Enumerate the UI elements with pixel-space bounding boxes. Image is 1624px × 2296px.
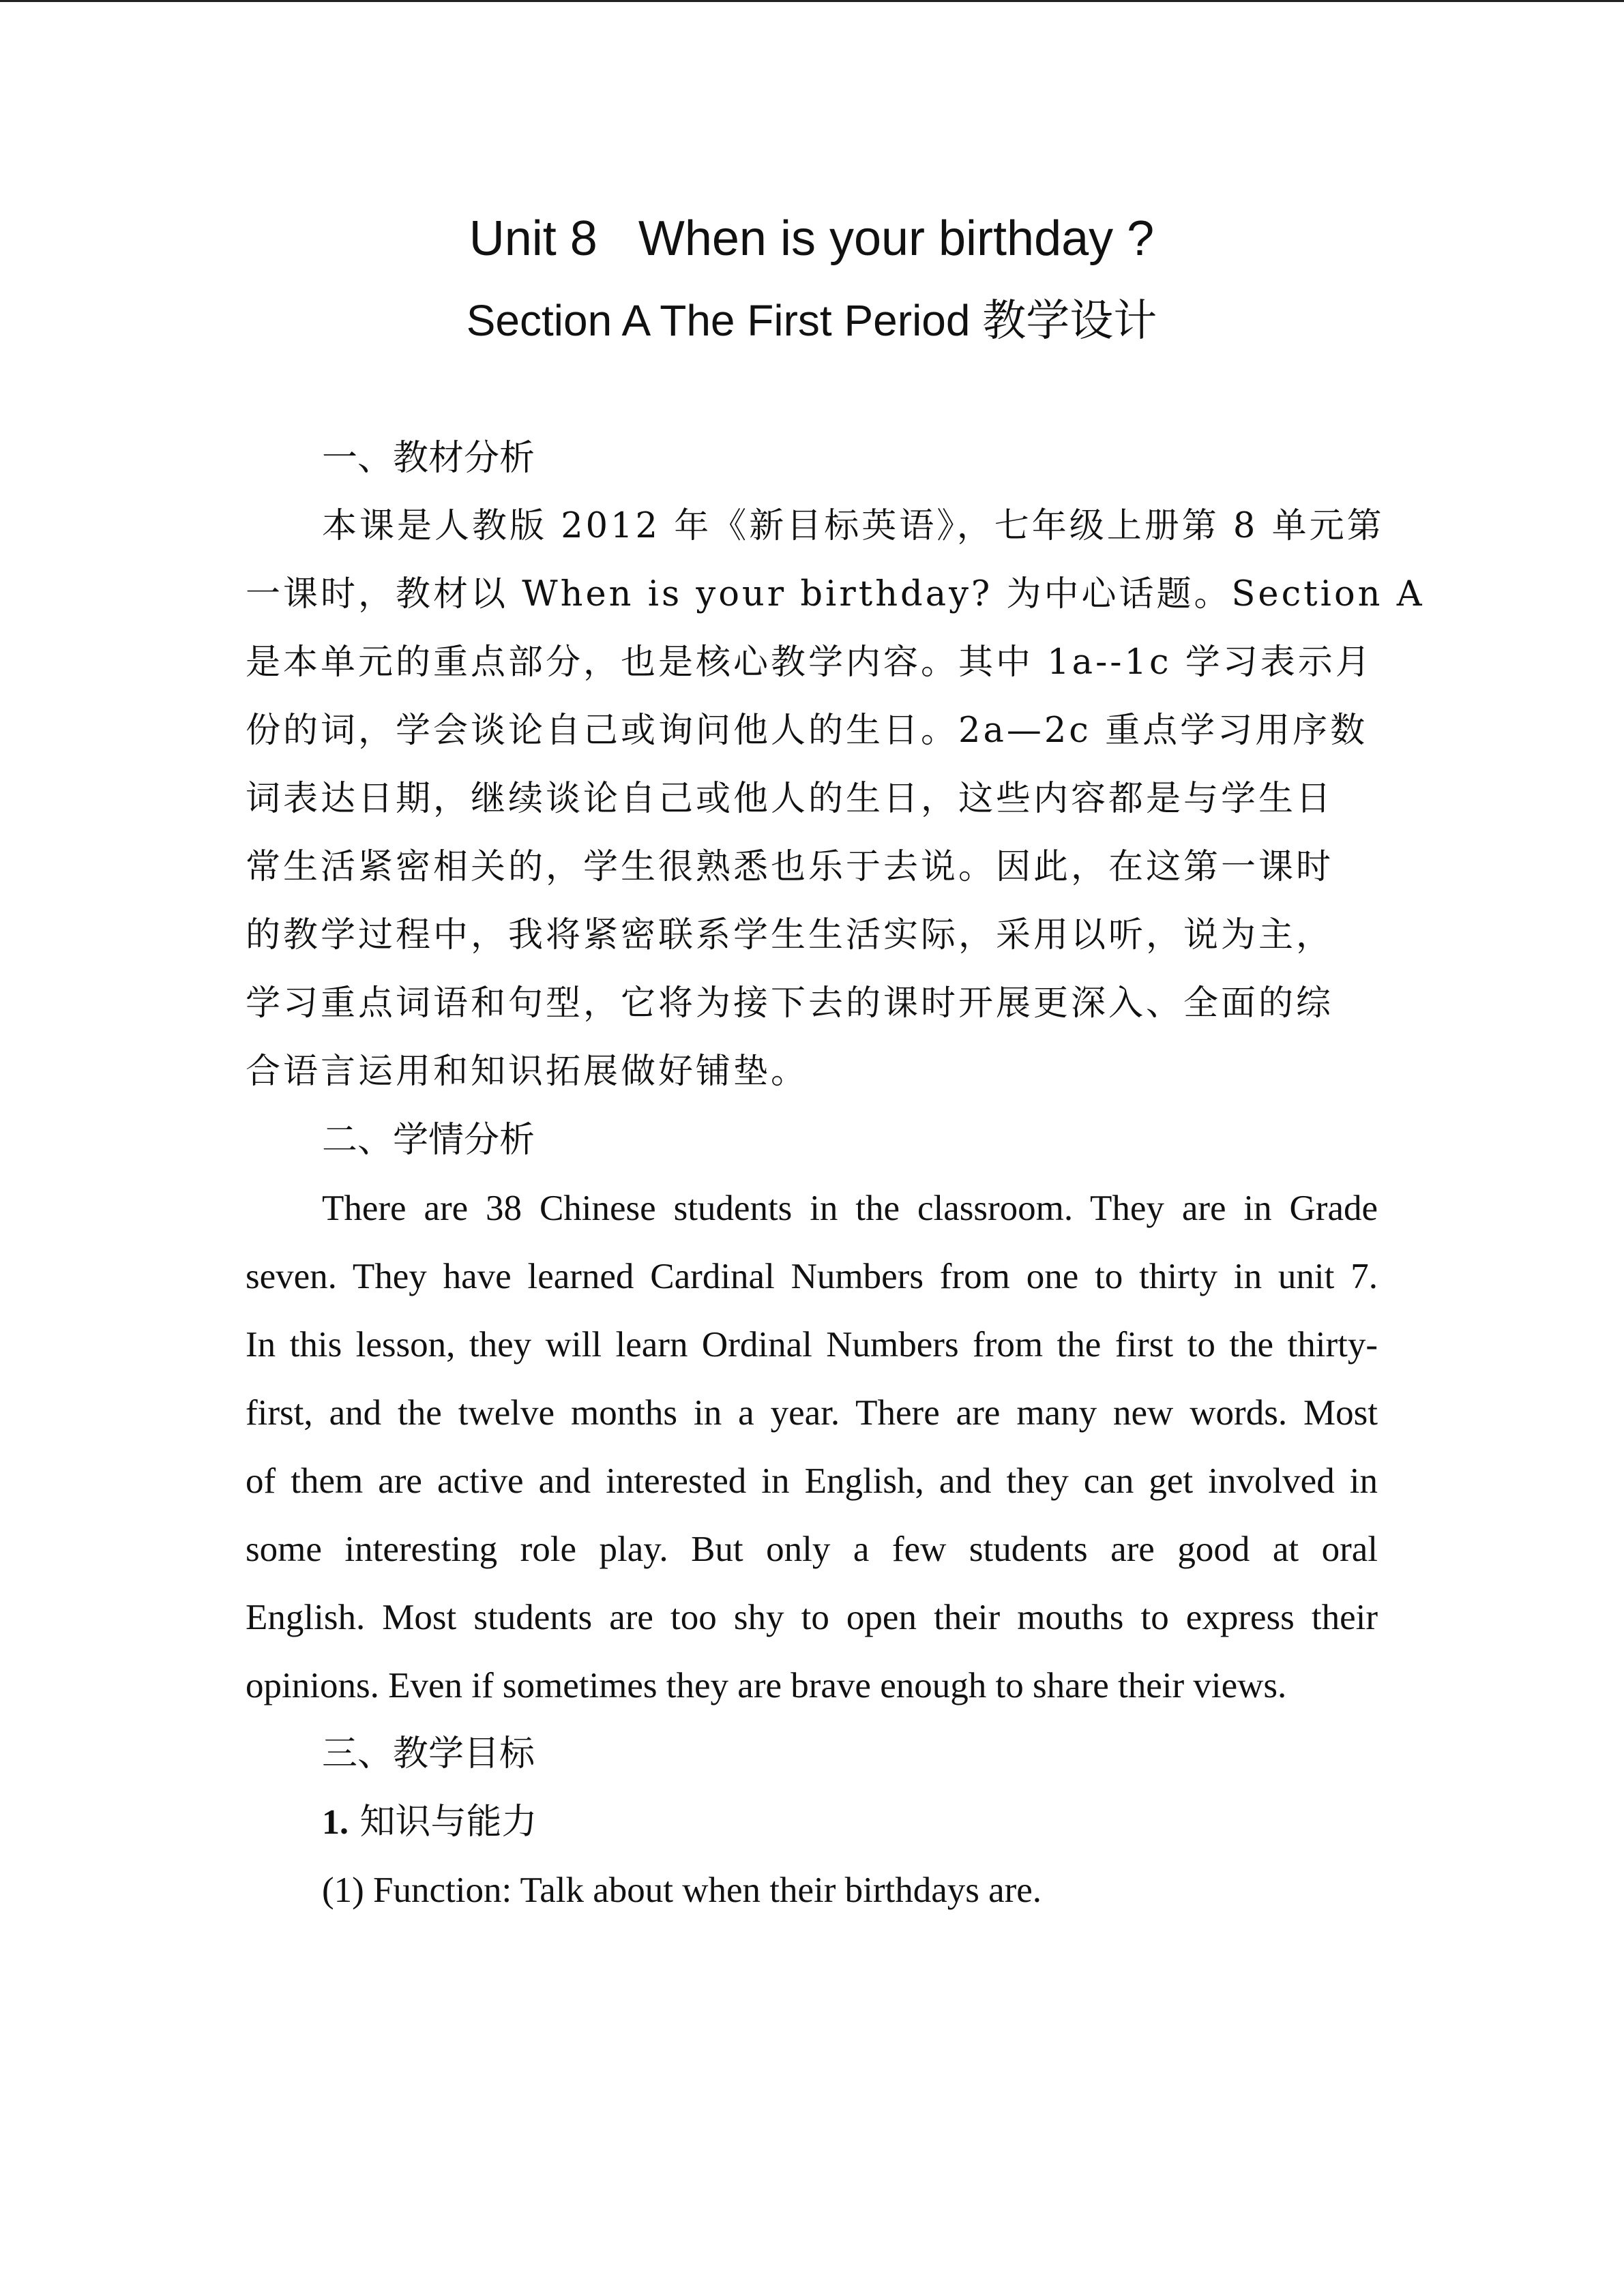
section1-line: 合语言运用和知识拓展做好铺垫。 (246, 1052, 809, 1092)
section3-heading: 三、教学目标 (322, 1733, 535, 1774)
section1-line: 本课是人教版 2012 年《新目标英语》，七年级上册第 8 单元第 (322, 506, 1385, 546)
objective-subheading (322, 1788, 537, 1857)
section2-line: first, and the twelve months in a year. There are many new words. Most (246, 1393, 1378, 1433)
title-question: When is your birthday ? (638, 211, 1155, 266)
section1-line: 是本单元的重点部分，也是核心教学内容。其中 1a--1c 学习表示月 (246, 642, 1373, 683)
section1-line: 份的词，学会谈论自己或询问他人的生日。2a—2c 重点学习用序数 (246, 711, 1368, 751)
section1-line: 常生活紧密相关的，学生很熟悉也乐于去说。因此，在这第一课时 (246, 847, 1334, 887)
objective-number: 1. (322, 1803, 349, 1842)
section1-line: 学习重点词语和句型，它将为接下去的课时开展更深入、全面的综 (246, 983, 1334, 1024)
section2-line: some interesting role play. But only a few students are good at oral (246, 1530, 1378, 1569)
section2-line: of them are active and interested in English, and they can get involved in (246, 1461, 1378, 1501)
page-title (246, 205, 1378, 273)
section1-heading: 一、教材分析 (322, 438, 535, 479)
section2-line: seven. They have learned Cardinal Numbers from one to thirty in unit 7. (246, 1257, 1378, 1296)
section1-line: 的教学过程中，我将紧密联系学生生活实际，采用以听，说为主， (246, 915, 1334, 955)
objective-title: 知识与能力 (359, 1802, 537, 1843)
section1-line: 一课时，教材以 When is your birthday? 为中心话题。Section A (246, 574, 1425, 614)
section2-line: English. Most students are too shy to open their mouths to express their (246, 1598, 1378, 1637)
section2-line: There are 38 Chinese students in the classroom. They are in Grade (322, 1189, 1378, 1228)
section2-heading: 二、学情分析 (322, 1120, 535, 1161)
section2-line: In this lesson, they will learn Ordinal Numbers from the first to the thirty- (246, 1325, 1378, 1365)
title-unit: Unit 8 (469, 211, 597, 266)
section1-line: 词表达日期，继续谈论自己或他人的生日，这些内容都是与学生日 (246, 779, 1334, 819)
objective-item: (1) Function: Talk about when their birthdays are. (322, 1870, 1042, 1910)
section2-line: opinions. Even if sometimes they are brave enough to share their views. (246, 1666, 1287, 1705)
top-border-line (0, 0, 1624, 2)
page-subtitle: Section A The First Period 教学设计 (466, 296, 1157, 345)
